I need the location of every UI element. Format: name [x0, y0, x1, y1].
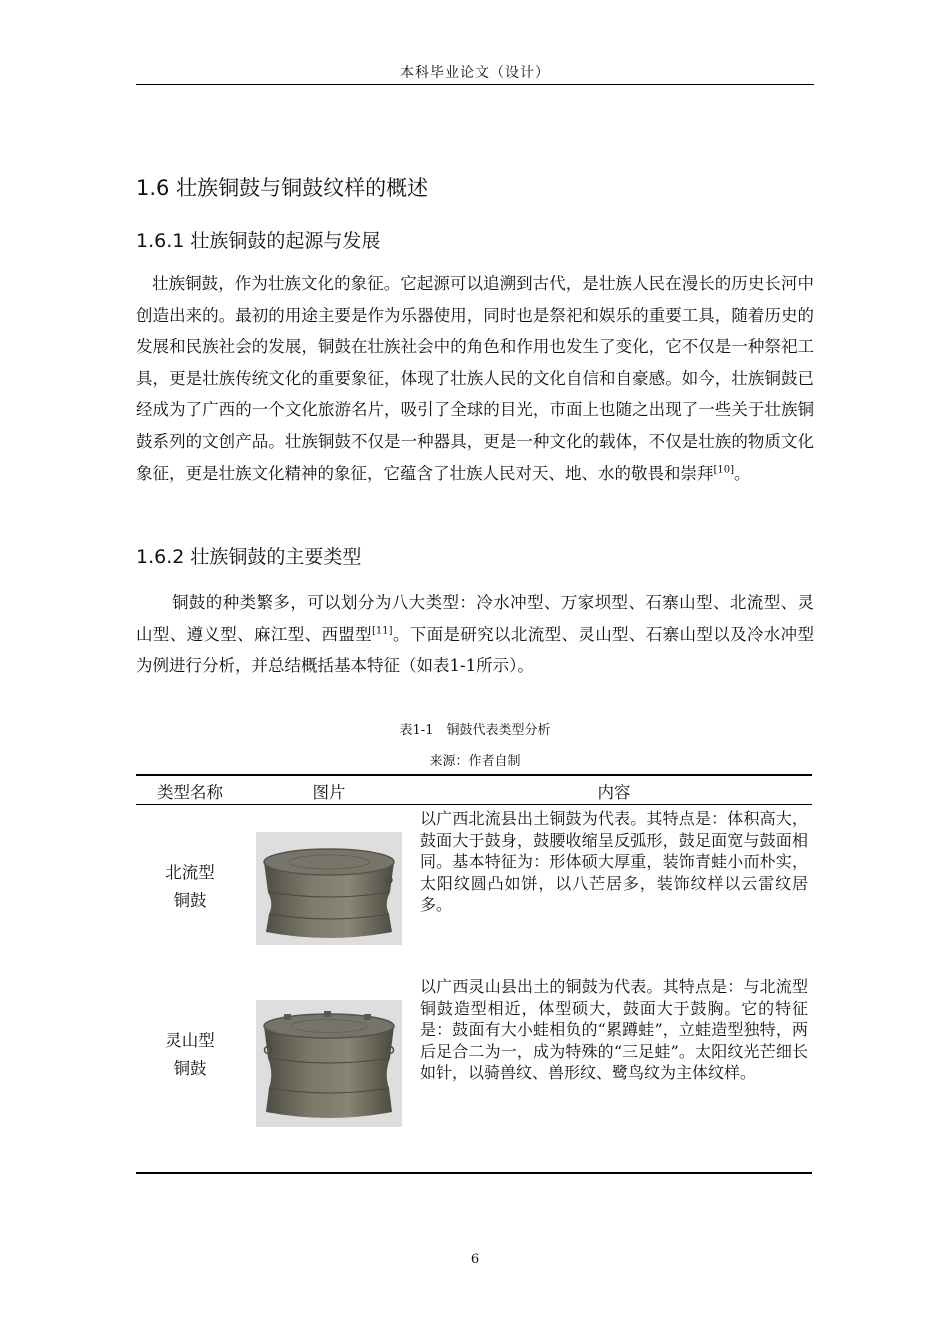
types-paragraph [136, 587, 814, 682]
row-name-line1: 北流型 [165, 863, 215, 882]
origin-paragraph [136, 268, 814, 489]
table-row-name-lingshan [136, 1027, 244, 1083]
origin-tail: 。 [734, 463, 751, 483]
table-caption: 表1-1 铜鼓代表类型分析 [399, 723, 551, 738]
bronze-drum-icon [256, 832, 402, 945]
types-text-b: 。下面是研究以北流型、灵山型、石寨山型以及冷水冲型为例进行分析，并总结概括基本特征（如表1-1所示）。 [136, 624, 815, 676]
table-source: 来源：作者自制 [429, 754, 521, 769]
lingshan-content: 以广西灵山县出土的铜鼓为代表。其特点是：与北流型铜鼓造型相近，体型硕大，鼓面大于鼓胸。它的特征是：鼓面有大小蛙相负的“累蹲蛙”，立蛙造型独特，两后足合二为一，成为特殊的“三足蛙”。太阳纹光芒细长如针，以骑兽纹、兽形纹、鹭鸟纹为主体纹样。 [420, 977, 808, 1082]
row-name-line1: 灵山型 [165, 1031, 215, 1050]
lingshan-drum-photo [256, 1000, 402, 1127]
table-header-rule [136, 804, 812, 805]
bronze-drum-icon [256, 1000, 402, 1127]
header-rule [136, 84, 814, 85]
subsection-heading-types: 1.6.2 壮族铜鼓的主要类型 [136, 546, 362, 568]
subsection-heading-origin: 1.6.1 壮族铜鼓的起源与发展 [136, 230, 381, 252]
row-name-line2: 铜鼓 [173, 891, 207, 910]
beiliu-drum-photo [256, 832, 402, 945]
running-header: 本科毕业论文（设计） [400, 65, 550, 81]
column-header-image: 图片 [312, 783, 346, 802]
row-name-line2: 铜鼓 [173, 1059, 207, 1078]
table-top-rule [136, 774, 812, 776]
section-heading: 1.6 壮族铜鼓与铜鼓纹样的概述 [136, 176, 429, 200]
column-header-content: 内容 [597, 783, 631, 802]
column-header-type: 类型名称 [157, 783, 223, 802]
beiliu-content: 以广西北流县出土铜鼓为代表。其特点是：体积高大，鼓面大于鼓身，鼓腰收缩呈反弧形，鼓足面宽与鼓面相同。基本特征为：形体硕大厚重，装饰青蛙小而朴实，太阳纹圆凸如饼，以八芒居多，装饰纹样以云雷纹居多。 [420, 809, 808, 914]
types-text-a: 铜鼓的种类繁多，可以划分为八大类型：冷水冲型、万家坝型、石寨山型、北流型、灵山型、遵义型、麻江型、西盟型 [136, 593, 814, 644]
page-number: 6 [470, 1252, 480, 1267]
origin-text: 壮族铜鼓，作为壮族文化的象征。它起源可以追溯到古代，是壮族人民在漫长的历史长河中创造出来的。最初的用途主要是作为乐器使用，同时也是祭祀和娱乐的重要工具，随着历史的发展和民族社会的发展，铜鼓在壮族社会中的角色和作用也发生了变化，它不仅是一种祭祀工具，更是壮族传统文化的重要象征，体现了壮族人民的文化自信和自豪感。如今，壮族铜鼓已经成为了广西的一个文化旅游名片，吸引了全球的目光，市面上也随之出现了一些关于壮族铜鼓系列的文创产品。壮族铜鼓不仅是一种器具，更是一种文化的载体，不仅是壮族的物质文化象征，更是壮族文化精神的象征，它蕴含了壮族人民对天、地、水的敬畏和崇拜 [136, 274, 814, 483]
table-row-name-beiliu [136, 859, 244, 915]
table-bottom-rule [136, 1172, 812, 1174]
citation-11: [11] [372, 625, 393, 637]
citation-10: [10] [713, 464, 735, 476]
